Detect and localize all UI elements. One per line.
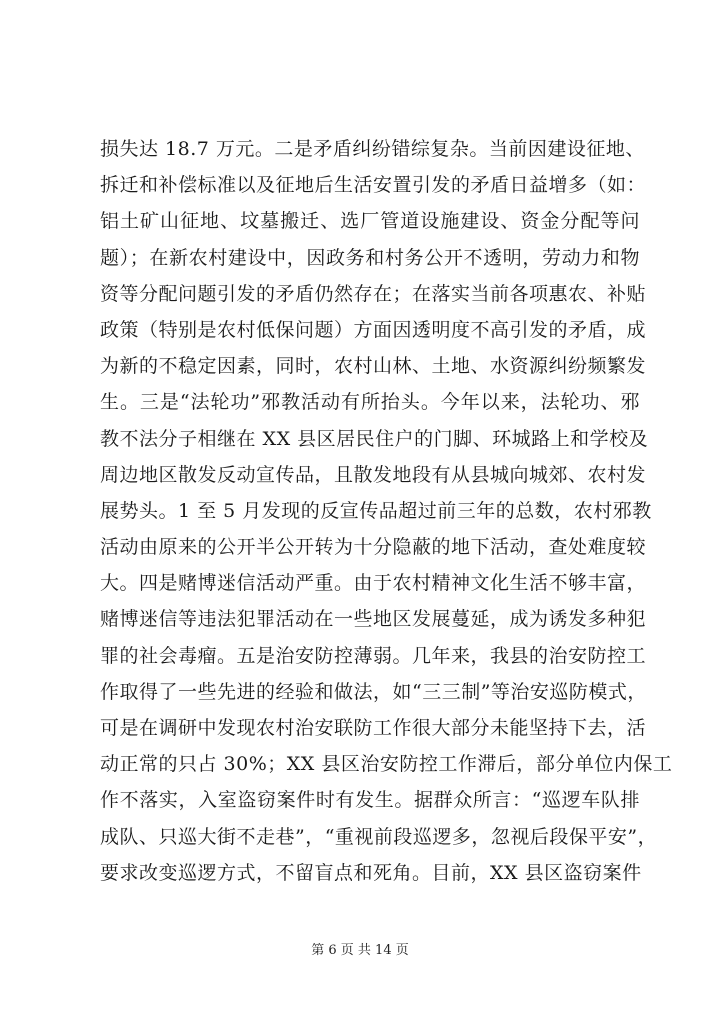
text-line: 要求改变巡逻方式，不留盲点和死角。目前，XX 县区盗窃案件 [100, 861, 642, 884]
text-line: 题）；在新农村建设中，因政务和村务公开不透明，劳动力和物 [100, 246, 640, 269]
text-line: 铝土矿山征地、坟墓搬迁、选厂管道设施建设、资金分配等问 [100, 210, 640, 233]
text-line: 展势头。1 至 5 月发现的反宣传品超过前三年的总数，农村邪教 [100, 499, 652, 522]
text-line: 教不法分子相继在 XX 县区居民住户的门脚、环城路上和学校及 [100, 427, 649, 450]
text-line: 赌博迷信等违法犯罪活动在一些地区发展蔓延，成为诱发多种犯 [100, 608, 647, 631]
text-line: 拆迁和补偿标准以及征地后生活安置引发的矛盾日益增多（如： [100, 174, 647, 197]
text-line: 活动由原来的公开半公开转为十分隐蔽的地下活动，查处难度较 [100, 536, 647, 559]
text-line: 大。四是赌博迷信活动严重。由于农村精神文化生活不够丰富， [100, 572, 647, 595]
page-footer: 第 6 页 共 14 页 [311, 943, 409, 958]
text-line: 可是在调研中发现农村治安联防工作很大部分未能坚持下去，活 [100, 717, 647, 739]
text-line: 作取得了一些先进的经验和做法，如“三三制”等治安巡防模式， [100, 680, 647, 703]
text-line: 罪的社会毒瘤。五是治安防控薄弱。几年来，我县的治安防控工 [100, 644, 647, 667]
text-line: 生。三是“法轮功”邪教活动有所抬头。今年以来，法轮功、邪 [100, 391, 640, 414]
text-line: 资等分配问题引发的矛盾仍然存在；在落实当前各项惠农、补贴 [100, 282, 647, 305]
text-line: 成队、只巡大街不走巷”，“重视前段巡逻多，忽视后段保平安”， [100, 825, 658, 848]
text-line: 作不落实，入室盗窃案件时有发生。据群众所言：“巡逻车队排 [100, 789, 640, 812]
body-text [100, 131, 673, 891]
text-line: 为新的不稳定因素，同时，农村山林、土地、水资源纠纷频繁发 [100, 355, 647, 378]
text-line: 政策（特别是农村低保问题）方面因透明度不高引发的矛盾，成 [100, 318, 647, 341]
text-line: 损失达 18.7 万元。二是矛盾纠纷错综复杂。当前因建设征地、 [100, 138, 645, 160]
text-line: 周边地区散发反动宣传品，且散发地段有从县城向城郊、农村发 [100, 463, 647, 486]
text-line: 动正常的只占 30%；XX 县区治安防控工作滞后，部分单位内保工 [100, 753, 673, 776]
